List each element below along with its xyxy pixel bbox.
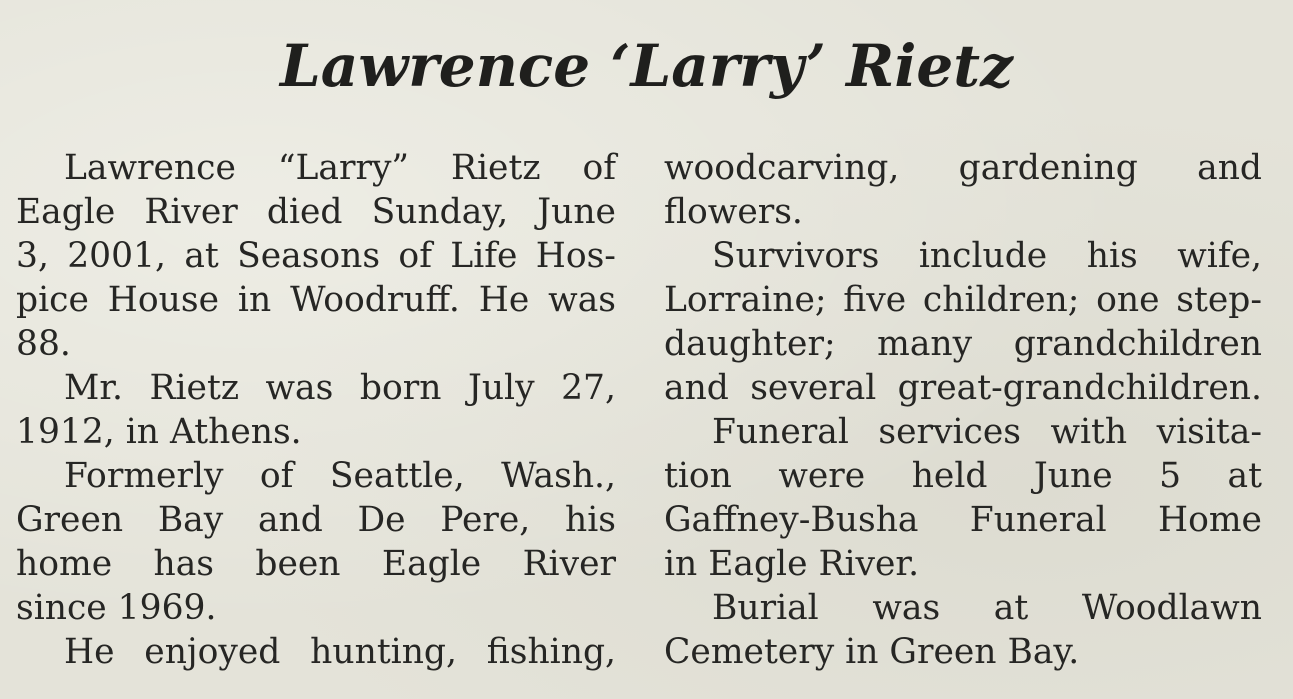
- right-line-10: in Eagle River.: [664, 544, 920, 584]
- left-line-12: He enjoyed hunting, fishing,: [64, 632, 616, 672]
- left-line-1: Lawrence “Larry” Rietz of: [64, 148, 616, 188]
- right-column: [664, 146, 1262, 674]
- right-line-7: Funeral services with visita-: [712, 412, 1262, 452]
- left-line-2: Eagle River died Sunday, June: [16, 192, 616, 232]
- right-line-11: Burial was at Woodlawn: [712, 588, 1262, 628]
- left-line-3: 3, 2001, at Seasons of Life Hos-: [16, 236, 616, 276]
- right-line-3: Survivors include his wife,: [712, 236, 1262, 276]
- right-line-9: Gaffney-Busha Funeral Home: [664, 500, 1262, 540]
- right-line-1: woodcarving, gardening and: [664, 148, 1262, 188]
- left-line-8: Formerly of Seattle, Wash.,: [64, 456, 616, 496]
- right-line-4: Lorraine; five children; one step-: [664, 280, 1262, 320]
- right-line-12: Cemetery in Green Bay.: [664, 632, 1080, 672]
- left-line-6: Mr. Rietz was born July 27,: [64, 368, 616, 408]
- left-line-7: 1912, in Athens.: [16, 412, 302, 452]
- left-line-11: since 1969.: [16, 588, 217, 628]
- right-line-5: daughter; many grandchildren: [664, 324, 1262, 364]
- obituary-headline: Lawrence ‘Larry’ Rietz: [279, 32, 1014, 100]
- left-line-4: pice House in Woodruff. He was: [16, 280, 616, 320]
- left-column: [16, 146, 616, 674]
- left-line-5: 88.: [16, 324, 71, 364]
- left-line-9: Green Bay and De Pere, his: [16, 500, 616, 540]
- right-line-2: flowers.: [664, 192, 803, 232]
- right-line-6: and several great-grandchildren.: [664, 368, 1262, 408]
- right-line-8: tion were held June 5 at: [664, 456, 1262, 496]
- left-line-10: home has been Eagle River: [16, 544, 616, 584]
